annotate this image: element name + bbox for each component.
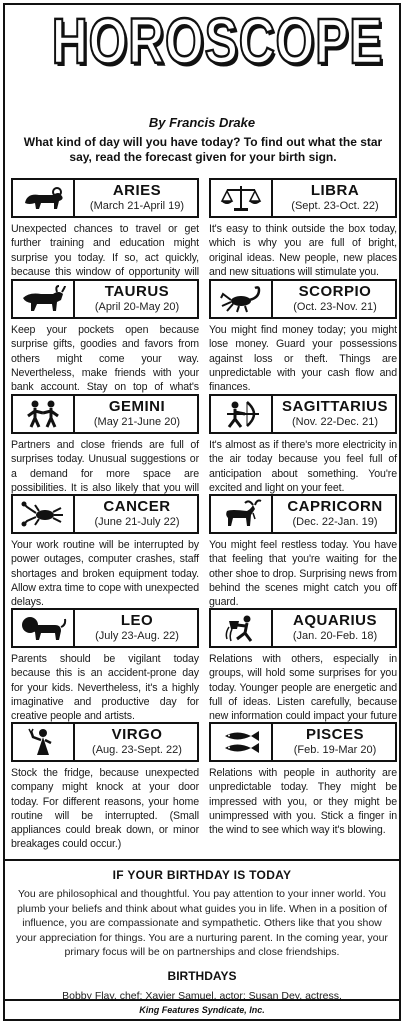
sign-libra xyxy=(209,178,397,279)
page-title: HOROSCOPE xyxy=(51,5,384,77)
sign-aries xyxy=(11,178,199,293)
sign-sagittarius xyxy=(209,394,397,495)
syndicate-credit: King Features Syndicate, Inc. xyxy=(5,999,399,1019)
sign-capricorn xyxy=(209,494,397,609)
sign-name: AQUARIUS xyxy=(292,612,377,629)
sign-forecast: Keep your pockets open because surprise gifts, goodies and favors from others might come your way. Nevertheless, make friends with your bank account. Stay on top of what's xyxy=(11,324,199,394)
sign-header xyxy=(11,494,199,534)
byline: By Francis Drake xyxy=(148,115,256,130)
sign-forecast: It's almost as if there's more electricity in the air today because you feel full of anticipation about something. You're excited and light on your feet. xyxy=(209,439,397,494)
horoscope-page xyxy=(3,3,401,1021)
sign-dates: (Dec. 22-Jan. 19) xyxy=(292,516,378,528)
birthdays-list: Bobby Flay, chef; Xavier Samuel, actor; Susan Dey, actress. xyxy=(62,989,342,1002)
sign-header xyxy=(11,722,199,762)
scorpion-icon xyxy=(211,281,273,317)
sign-name: TAURUS xyxy=(104,283,170,300)
sign-name: LIBRA xyxy=(310,182,360,199)
sign-dates: (July 23-Aug. 22) xyxy=(95,630,179,642)
sign-dates: (Nov. 22-Dec. 21) xyxy=(292,416,378,428)
sign-forecast: Partners and close friends are full of surprises today. Unusual suggestions or a demand for more space are possibilities. It is also likely that you will xyxy=(11,439,199,494)
sign-dates: (Jan. 20-Feb. 18) xyxy=(292,630,378,642)
masthead xyxy=(5,5,399,77)
ram-icon xyxy=(13,180,75,216)
sign-dates: (June 21-July 22) xyxy=(94,516,180,528)
sign-aquarius xyxy=(209,608,397,738)
sign-dates: (Feb. 19-Mar 20) xyxy=(293,744,377,756)
sign-forecast: You might find money today; you might lose money. Guard your possessions against loss or theft. Things are unpredictable with your cash flow and finances. xyxy=(209,324,397,394)
birthday-title: IF YOUR BIRTHDAY IS TODAY xyxy=(112,868,292,882)
bull-icon xyxy=(13,281,75,317)
crab-icon xyxy=(13,496,75,532)
sign-virgo xyxy=(11,722,199,852)
sign-header xyxy=(209,494,397,534)
sign-header xyxy=(209,178,397,218)
sign-dates: (Sept. 23-Oct. 22) xyxy=(291,200,379,212)
sign-name: CANCER xyxy=(103,498,171,515)
sign-scorpio xyxy=(209,279,397,394)
sign-forecast: Unexpected chances to travel or get further training and education might surprise you today. If so, act quickly, because this window of opportunity will xyxy=(11,223,199,278)
goat-icon xyxy=(211,496,273,532)
scales-icon xyxy=(211,180,273,216)
sign-header xyxy=(11,394,199,434)
sign-name: SCORPIO xyxy=(298,283,372,300)
sign-leo xyxy=(11,608,199,723)
sign-header xyxy=(209,608,397,648)
water-bearer-icon xyxy=(211,610,273,646)
sign-name: VIRGO xyxy=(111,726,163,743)
sign-pisces xyxy=(209,722,397,837)
twins-icon xyxy=(13,396,75,432)
sign-header xyxy=(209,722,397,762)
sign-forecast: Relations with people in authority are unpredictable today. They might be impressed with you, or they might be unimpressed with you. Stick a finger in the wind to see which way it's blowing. xyxy=(209,767,397,837)
sign-gemini xyxy=(11,394,199,509)
sign-header xyxy=(11,608,199,648)
intro-text: What kind of day will you have today? To find out what the star say, read the forecast given for your birth sign. xyxy=(23,135,383,164)
sign-name: PISCES xyxy=(305,726,365,743)
sign-forecast: Your work routine will be interrupted by power outages, computer crashes, staff shortages and broken equipment today. Allow extra time to cope with unexpected delays. xyxy=(11,539,199,609)
sign-name: CAPRICORN xyxy=(287,498,383,515)
sign-header xyxy=(209,394,397,434)
sign-forecast: Stock the fridge, because unexpected company might knock at your door today. For different reasons, your home routine will be interrupted. (Small appliances could break down, or minor breakages could occur.) xyxy=(11,767,199,851)
sign-header xyxy=(11,178,199,218)
sign-forecast: You might feel restless today. You have that feeling that you're waiting for the other shoe to drop. Surprising news from behind the scenes might catch you off guard. xyxy=(209,539,397,609)
sign-name: ARIES xyxy=(112,182,162,199)
sign-name: GEMINI xyxy=(108,398,166,415)
sign-dates: (May 21-June 20) xyxy=(93,416,181,428)
sign-name: SAGITTARIUS xyxy=(281,398,389,415)
sign-header xyxy=(11,279,199,319)
fish-icon xyxy=(211,724,273,760)
sign-forecast: It's easy to think outside the box today, which is why you are full of bright, original ideas. New people, new places and new situations will stimulate you. xyxy=(209,223,397,278)
sign-taurus xyxy=(11,279,199,409)
sign-forecast: Parents should be vigilant today because this is an accident-prone day for your kids. Nevertheless, it's a highly imaginative and productive day for creative people and artists. xyxy=(11,653,199,723)
sign-dates: (Oct. 23-Nov. 21) xyxy=(293,301,377,313)
birthday-section xyxy=(5,859,399,1002)
sign-header xyxy=(209,279,397,319)
archer-icon xyxy=(211,396,273,432)
sign-dates: (March 21-April 19) xyxy=(89,200,185,212)
lion-icon xyxy=(13,610,75,646)
birthdays-title: BIRTHDAYS xyxy=(167,968,237,983)
birthday-text: You are philosophical and thoughtful. You pay attention to your inner world. You plumb your beliefs and think about what guides you in life. When in a position of influence, you are compassionate and sympathetic. Others like that you show your appreciation for things. You are a nurturing parent. In the coming year, your primary focus will be on partnerships and close friendships. xyxy=(16,888,388,958)
sign-cancer xyxy=(11,494,199,609)
sign-dates: (Aug. 23-Sept. 22) xyxy=(92,744,182,756)
sign-name: LEO xyxy=(120,612,154,629)
sign-dates: (April 20-May 20) xyxy=(94,301,180,313)
sign-forecast: Relations with others, especially in groups, will hold some surprises for you today. Younger people are energetic and full of ideas. Listen carefully, because new information could impact your future xyxy=(209,653,397,723)
maiden-icon xyxy=(13,724,75,760)
